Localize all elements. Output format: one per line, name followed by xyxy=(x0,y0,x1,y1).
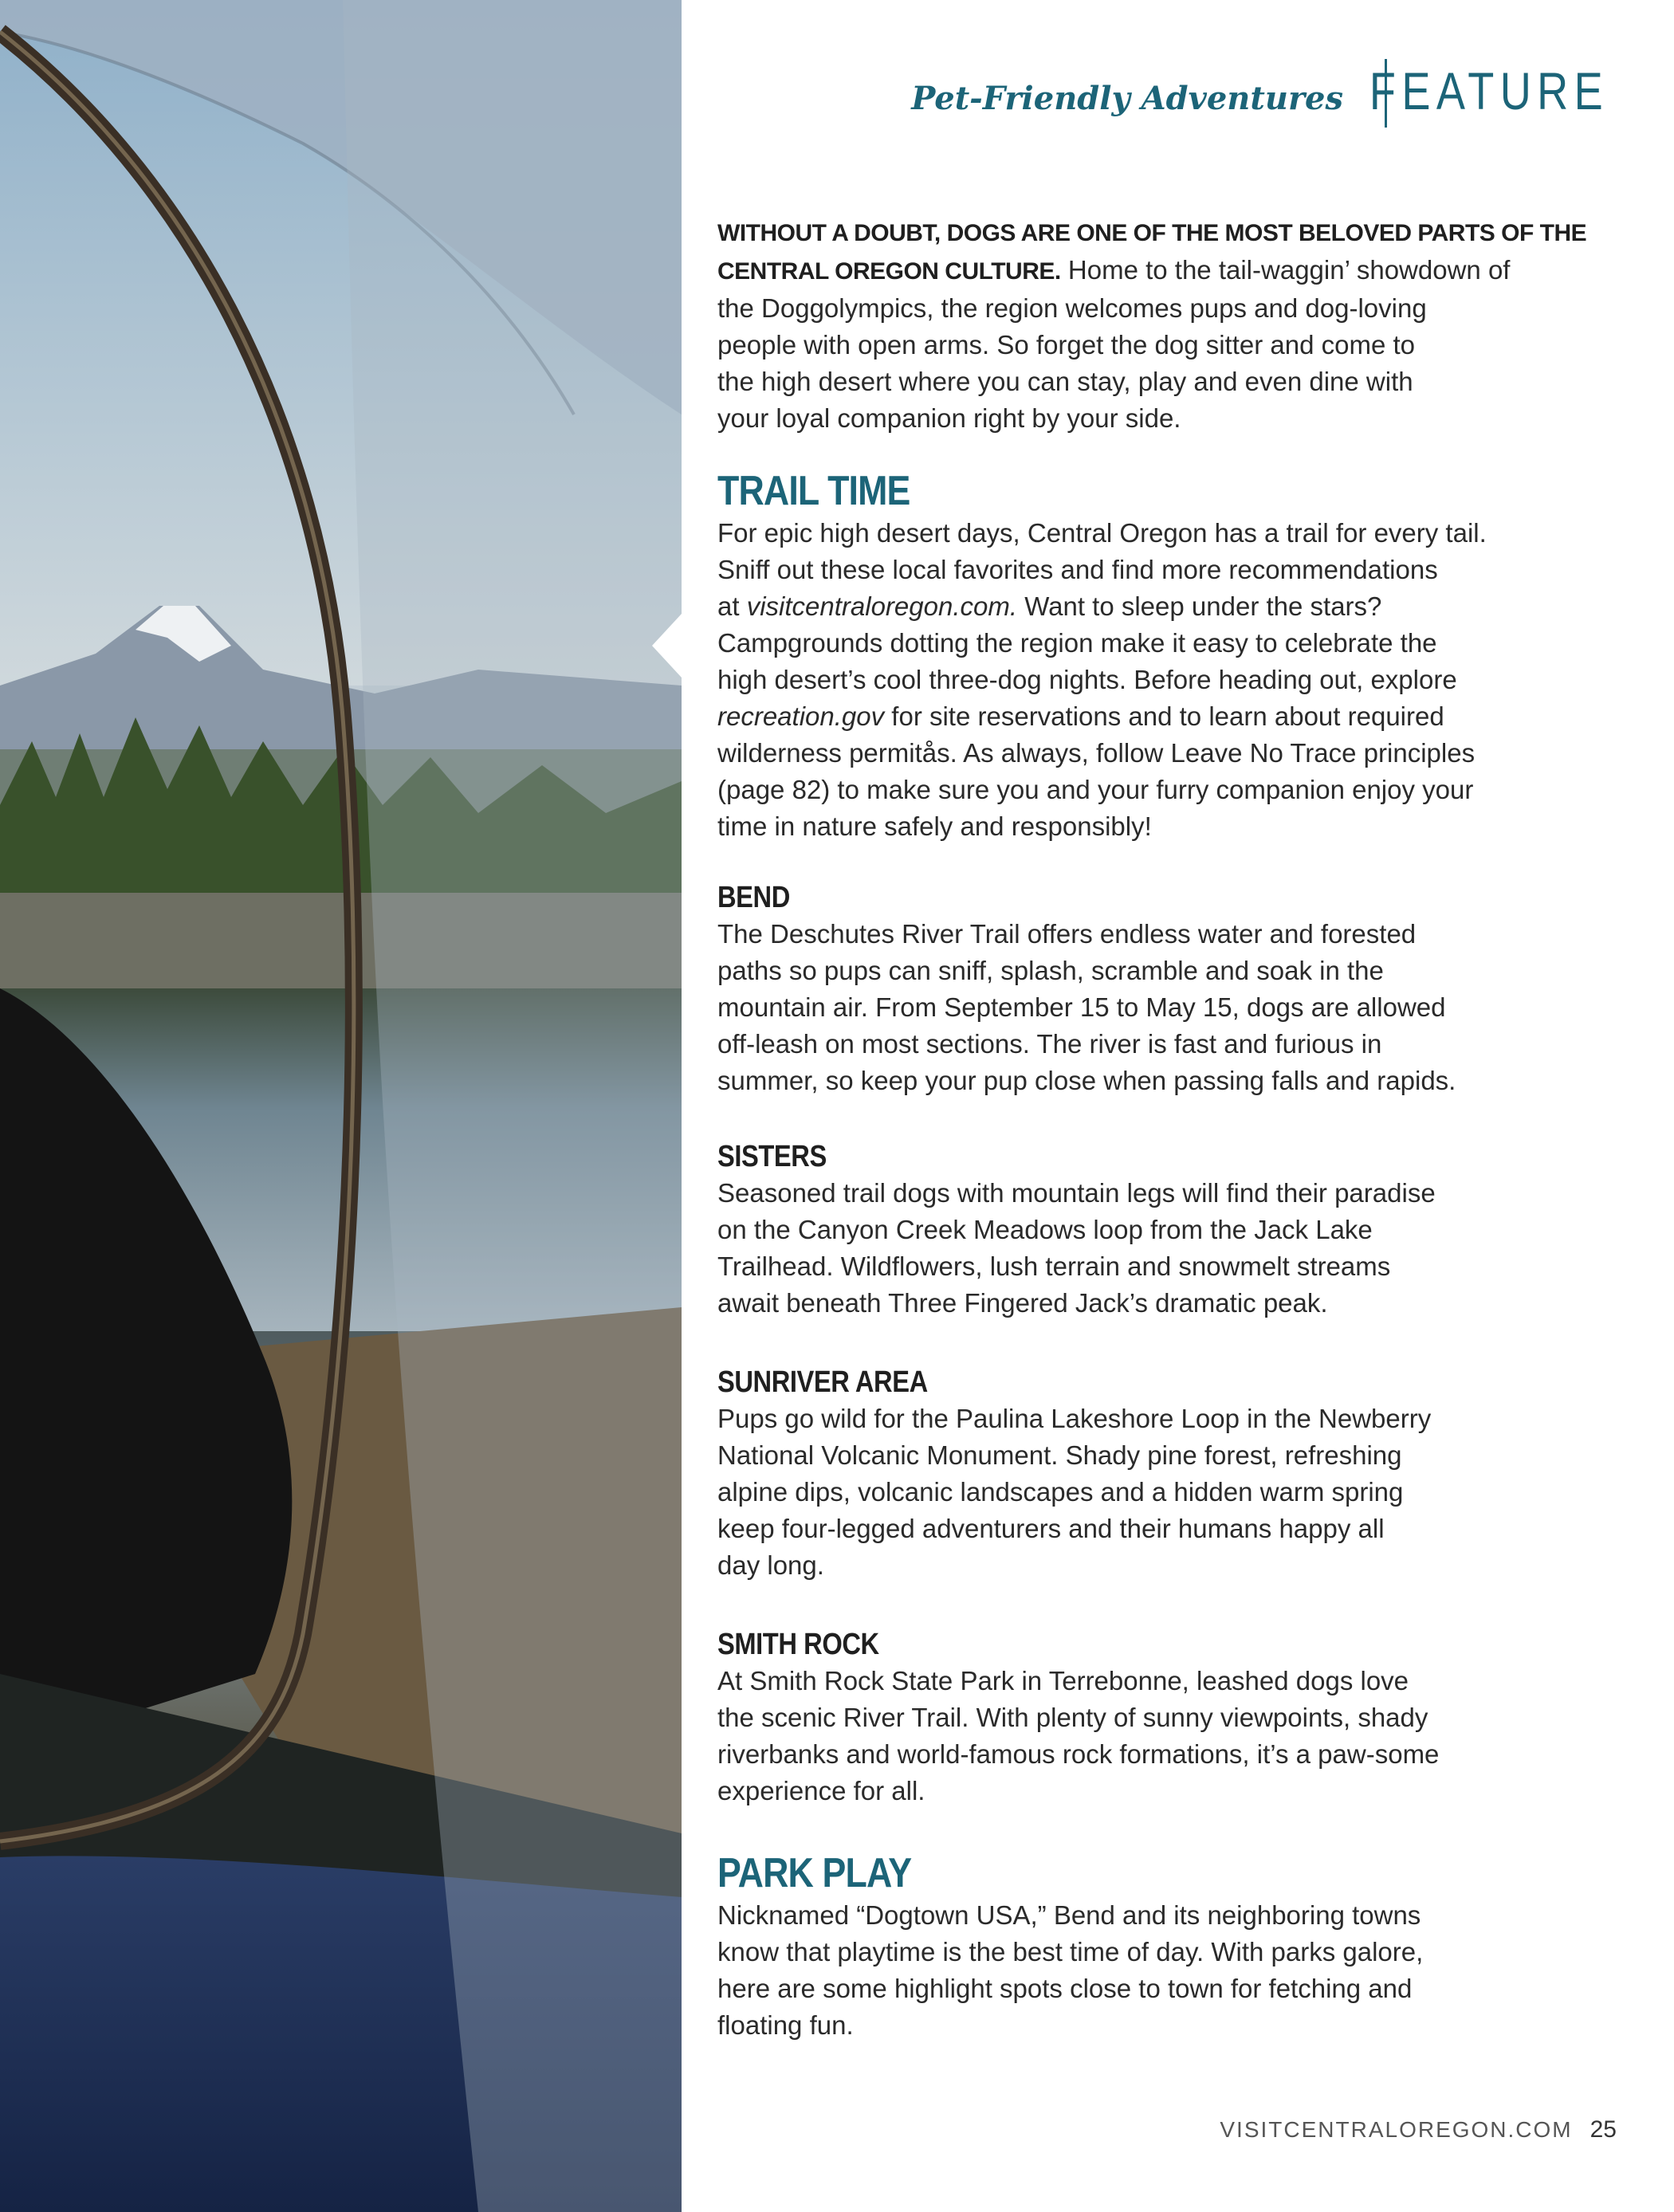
section-heading: TRAIL TIME xyxy=(717,468,910,514)
sunriver-line: keep four-legged adventurers and their humans happy all xyxy=(717,1514,1385,1543)
smith-rock-section xyxy=(717,1626,1439,1809)
sunriver-line: National Volcanic Monument. Shady pine forest, refreshing xyxy=(717,1440,1402,1470)
intro-line: the high desert where you can stay, play and even dine with xyxy=(717,367,1413,396)
trail-time-line: Campgrounds dotting the region make it easy to celebrate the xyxy=(717,628,1437,658)
hero-photo xyxy=(0,0,682,2212)
park-play-section xyxy=(717,1849,1423,2044)
bend-section xyxy=(717,879,1456,1099)
trail-time-section: TRAIL TIME For epic high desert days, Central Oregon has a trail for every tail. Sniff out these local favorites and find more recommendations at visitcentraloregon.com. Want to sleep under the stars? Campgrounds dotting the region make it easy to celebrate the high desert’s cool three-dog nights. Before heading out, explore recreation.gov for site reservations and to learn about required wilderness permitås. As always, follow Leave No Trace principles (page 82) to make sure you and your furry companion enjoy your time in nature safely and responsibly! xyxy=(717,467,1487,845)
intro-paragraph xyxy=(717,214,1586,437)
park-play-line: Nicknamed “Dogtown USA,” Bend and its neighboring towns xyxy=(717,1900,1421,1930)
trail-time-line: Sniff out these local favorites and find more recommendations xyxy=(717,555,1438,584)
section-header xyxy=(869,57,1618,131)
smith-rock-line: At Smith Rock State Park in Terrebonne, leashed dogs love xyxy=(717,1666,1409,1695)
bend-line: off-leash on most sections. The river is fast and furious in xyxy=(717,1029,1382,1059)
subsection-heading: BEND xyxy=(717,881,790,914)
sunriver-line: alpine dips, volcanic landscapes and a hidden warm spring xyxy=(717,1477,1404,1507)
trail-time-line: time in nature safely and responsibly! xyxy=(717,811,1152,841)
smith-rock-line: riverbanks and world-famous rock formations, it’s a paw-some xyxy=(717,1739,1440,1769)
intro-line: people with open arms. So forget the dog sitter and come to xyxy=(717,330,1416,359)
sisters-line: Trailhead. Wildflowers, lush terrain and snowmelt streams xyxy=(717,1251,1391,1281)
intro-line: Home to the tail-waggin’ showdown of xyxy=(1060,255,1511,285)
section-name: Pet-Friendly Adventures xyxy=(911,80,1343,117)
smith-rock-line: the scenic River Trail. With plenty of sunny viewpoints, shady xyxy=(717,1703,1428,1732)
section-heading: PARK PLAY xyxy=(717,1850,912,1896)
sunriver-line: Pups go wild for the Paulina Lakeshore Loop in the Newberry xyxy=(717,1404,1432,1433)
park-play-line: here are some highlight spots close to town for fetching and xyxy=(717,1974,1413,2003)
footer-site-url[interactable]: VISITCENTRALOREGON.COM xyxy=(1220,2117,1573,2142)
website-link[interactable]: visitcentraloregon.com. xyxy=(746,591,1018,621)
trail-time-line: wilderness permitås. As always, follow Leave No Trace principles xyxy=(717,738,1476,768)
park-play-line: know that playtime is the best time of day. With parks galore, xyxy=(717,1937,1424,1966)
trail-time-line: high desert’s cool three-dog nights. Before heading out, explore xyxy=(717,665,1457,694)
sisters-line: on the Canyon Creek Meadows loop from the Jack Lake xyxy=(717,1215,1373,1244)
sisters-section xyxy=(717,1138,1436,1322)
intro-line: the Doggolympics, the region welcomes pups and dog-loving xyxy=(717,293,1427,323)
trail-time-line: (page 82) to make sure you and your furry companion enjoy your xyxy=(717,775,1474,804)
page-number: 25 xyxy=(1590,2116,1617,2143)
subsection-heading: SMITH ROCK xyxy=(717,1628,879,1661)
photo-illustration xyxy=(0,0,682,2212)
intro-lead-caps: CENTRAL OREGON CULTURE. xyxy=(717,258,1061,285)
sisters-line: Seasoned trail dogs with mountain legs will find their paradise xyxy=(717,1178,1436,1208)
recreation-link[interactable]: recreation.gov xyxy=(717,701,885,731)
sunriver-line: day long. xyxy=(717,1550,824,1580)
subsection-heading: SISTERS xyxy=(717,1140,827,1173)
trail-time-line: For epic high desert days, Central Oregon has a trail for every tail. xyxy=(717,518,1487,548)
subsection-heading: SUNRIVER AREA xyxy=(717,1365,928,1399)
intro-lead-caps: WITHOUT A DOUBT, DOGS ARE ONE OF THE MOST BELOVED PARTS OF THE xyxy=(717,220,1587,246)
bend-line: summer, so keep your pup close when passing falls and rapids. xyxy=(717,1066,1456,1095)
sunriver-section xyxy=(717,1364,1431,1584)
intro-line: your loyal companion right by your side. xyxy=(717,403,1181,433)
smith-rock-line: experience for all. xyxy=(717,1776,925,1805)
bend-line: The Deschutes River Trail offers endless water and forested xyxy=(717,919,1417,949)
park-play-line: floating fun. xyxy=(717,2010,854,2040)
page-footer xyxy=(1220,2116,1617,2143)
section-label: FEATURE xyxy=(1369,61,1609,120)
sisters-line: await beneath Three Fingered Jack’s dramatic peak. xyxy=(717,1288,1328,1318)
bend-line: paths so pups can sniff, splash, scramble and soak in the xyxy=(717,956,1384,985)
bend-line: mountain air. From September 15 to May 15, dogs are allowed xyxy=(717,992,1446,1022)
